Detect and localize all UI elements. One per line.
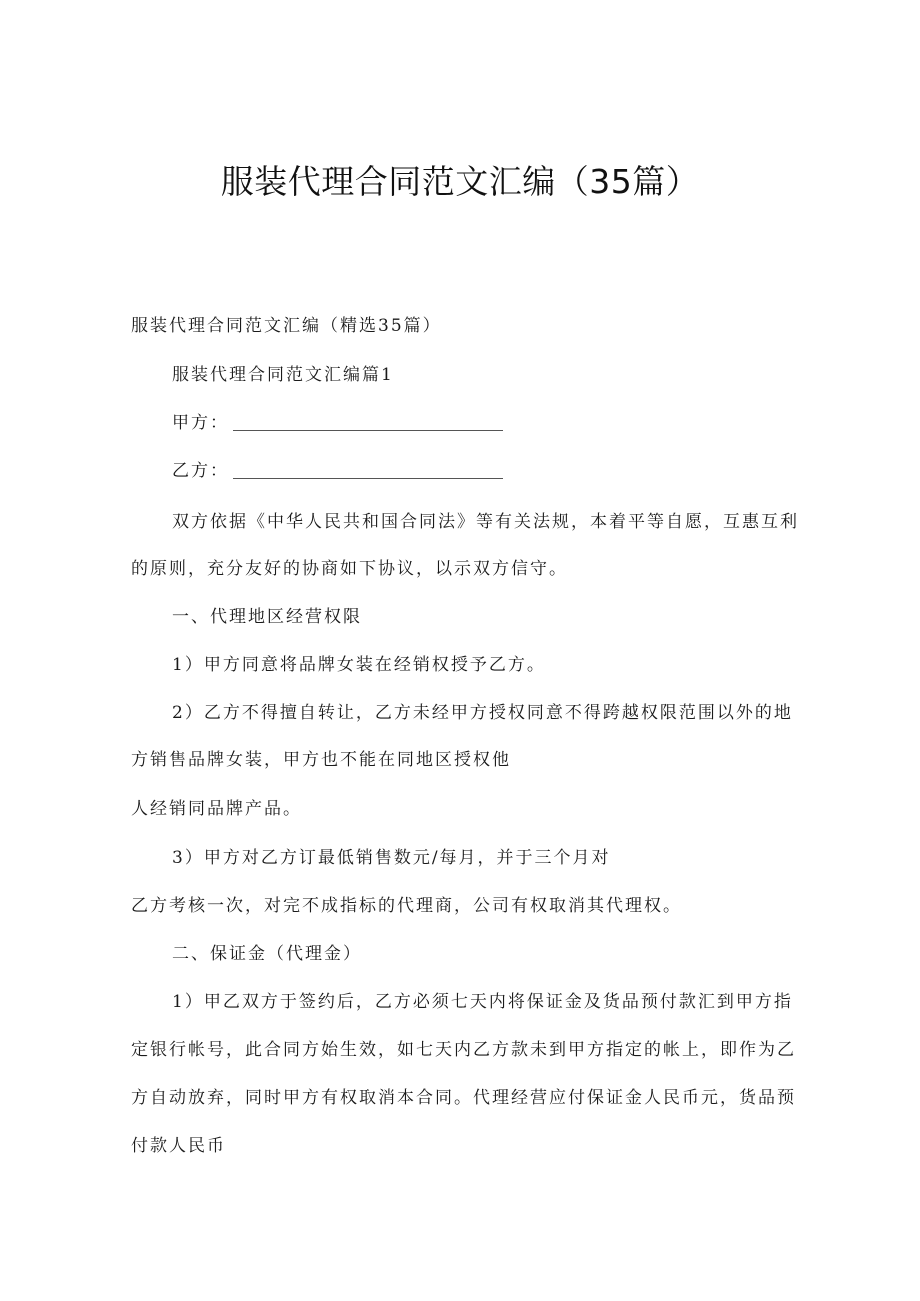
- paragraph-line: 1）甲乙双方于签约后，乙方必须七天内将保证金及货品预付款汇到甲方指: [172, 992, 793, 1012]
- paragraph-line: 乙方考核一次，对完不成指标的代理商，公司有权取消其代理权。: [131, 896, 682, 916]
- paragraph-line: 双方依据《中华人民共和国合同法》等有关法规，本着平等自愿，互惠互利: [172, 512, 799, 532]
- paragraph-line: 定银行帐号，此合同方始生效，如七天内乙方款未到甲方指定的帐上，即作为乙: [131, 1040, 796, 1060]
- paragraph-line: 的原则，充分友好的协商如下协议，以示双方信守。: [131, 559, 568, 579]
- party-b-blank: [233, 478, 503, 479]
- clause-heading: 一、代理地区经营权限: [172, 607, 362, 627]
- paragraph-line: 方自动放弃，同时甲方有权取消本合同。代理经营应付保证金人民币元，货品预: [131, 1088, 796, 1108]
- paragraph-line: 人经销同品牌产品。: [131, 799, 302, 819]
- party-a-label: 甲方：: [172, 413, 229, 433]
- paragraph-line: 3）甲方对乙方订最低销售数元/每月，并于三个月对: [172, 848, 611, 868]
- paragraph-line: 1）甲方同意将品牌女装在经销权授予乙方。: [172, 655, 546, 675]
- document-subtitle: 服装代理合同范文汇编（精选35篇）: [131, 316, 442, 336]
- clause-heading: 二、保证金（代理金）: [172, 944, 362, 964]
- document-title: 服装代理合同范文汇编（35篇）: [220, 162, 700, 201]
- paragraph-line: 2）乙方不得擅自转让，乙方未经甲方授权同意不得跨越权限范围以外的地: [172, 703, 793, 723]
- party-a-blank: [233, 430, 503, 431]
- paragraph-line: 方销售品牌女装，甲方也不能在同地区授权他: [131, 750, 511, 770]
- section-heading: 服装代理合同范文汇编篇1: [172, 365, 394, 385]
- party-b-label: 乙方：: [172, 461, 229, 481]
- paragraph-line: 付款人民币: [131, 1136, 226, 1156]
